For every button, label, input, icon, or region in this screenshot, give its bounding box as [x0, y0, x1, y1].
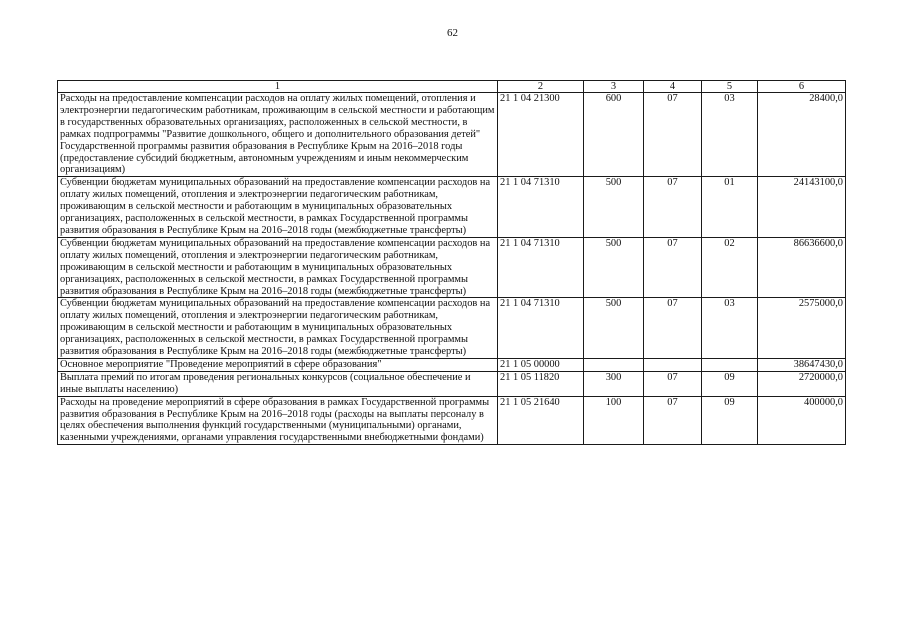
row-subsection: 03: [702, 298, 758, 359]
column-header: 6: [758, 81, 846, 93]
row-expense-type: 600: [584, 93, 644, 177]
budget-table: [57, 80, 846, 445]
table-row: [58, 237, 846, 298]
row-amount: 2720000,0: [758, 371, 846, 396]
page-number: 62: [447, 27, 458, 39]
row-expense-type: 500: [584, 237, 644, 298]
row-target-code: 21 1 04 71310: [498, 298, 584, 359]
row-target-code: 21 1 05 21640: [498, 396, 584, 445]
column-header: 4: [644, 81, 702, 93]
row-section: 07: [644, 371, 702, 396]
table-row: [58, 177, 846, 238]
row-target-code: 21 1 04 71310: [498, 237, 584, 298]
row-target-code: 21 1 05 00000: [498, 358, 584, 371]
row-description: Основное мероприятие "Проведение мероприятий в сфере образования": [58, 358, 498, 371]
row-section: 07: [644, 237, 702, 298]
row-section: 07: [644, 177, 702, 238]
row-expense-type: 300: [584, 371, 644, 396]
row-amount: 400000,0: [758, 396, 846, 445]
row-expense-type: 100: [584, 396, 644, 445]
header-row: [58, 81, 846, 93]
row-amount: 38647430,0: [758, 358, 846, 371]
row-subsection: 03: [702, 93, 758, 177]
table-row: [58, 298, 846, 359]
column-header: 1: [58, 81, 498, 93]
row-expense-type: [584, 358, 644, 371]
row-target-code: 21 1 04 71310: [498, 177, 584, 238]
row-subsection: 01: [702, 177, 758, 238]
table-row: [58, 93, 846, 177]
row-amount: 28400,0: [758, 93, 846, 177]
row-description: Расходы на проведение мероприятий в сфере образования в рамках Государственной программы развития образования в Республике Крым на 2016–2018 годы (расходы на выплаты персоналу в целях обеспечения выполнения функций государственными (муниципальными) органами, казенными учреждениями, органами управления государственными внебюджетными фондами): [58, 396, 498, 445]
row-section: [644, 358, 702, 371]
row-description: Субвенции бюджетам муниципальных образований на предоставление компенсации расходов на оплату жилых помещений, отопления и электроэнергии педагогическим работникам, проживающим в сельской местности и работающим в муниципальных образовательных организациях, расположенных в сельской местности, в рамках Государственной программы развития образования в Республике Крым на 2016–2018 годы (межбюджетные трансферты): [58, 177, 498, 238]
row-expense-type: 500: [584, 177, 644, 238]
row-subsection: 09: [702, 396, 758, 445]
row-amount: 2575000,0: [758, 298, 846, 359]
row-section: 07: [644, 93, 702, 177]
table-row: [58, 358, 846, 371]
row-amount: 86636600,0: [758, 237, 846, 298]
row-target-code: 21 1 04 21300: [498, 93, 584, 177]
row-description: Субвенции бюджетам муниципальных образований на предоставление компенсации расходов на оплату жилых помещений, отопления и электроэнергии педагогическим работникам, проживающим в сельской местности и работающим в муниципальных образовательных организациях, расположенных в сельской местности, в рамках Государственной программы развития образования в Республике Крым на 2016–2018 годы (межбюджетные трансферты): [58, 237, 498, 298]
row-description: Выплата премий по итогам проведения региональных конкурсов (социальное обеспечение и иные выплаты населению): [58, 371, 498, 396]
row-target-code: 21 1 05 11820: [498, 371, 584, 396]
column-header: 2: [498, 81, 584, 93]
row-expense-type: 500: [584, 298, 644, 359]
row-description: Расходы на предоставление компенсации расходов на оплату жилых помещений, отопления и электроэнергии педагогическим работникам, проживающим в сельской местности и работающим в государственных образовательных организациях, расположенных в сельской местности, в рамках подпрограммы "Развитие дошкольного, общего и дополнительного образования детей" Государственной программы развития образования в Республике Крым на 2016–2018 годы (предоставление субсидий бюджетным, автономным учреждениям и иным некоммерческим организациям): [58, 93, 498, 177]
row-subsection: [702, 358, 758, 371]
row-section: 07: [644, 396, 702, 445]
row-amount: 24143100,0: [758, 177, 846, 238]
table-row: [58, 371, 846, 396]
column-header: 3: [584, 81, 644, 93]
row-subsection: 02: [702, 237, 758, 298]
table-row: [58, 396, 846, 445]
row-subsection: 09: [702, 371, 758, 396]
row-description: Субвенции бюджетам муниципальных образований на предоставление компенсации расходов на оплату жилых помещений, отопления и электроэнергии педагогическим работникам, проживающим в сельской местности и работающим в муниципальных образовательных организациях, расположенных в сельской местности, в рамках Государственной программы развития образования в Республике Крым на 2016–2018 годы (межбюджетные трансферты): [58, 298, 498, 359]
row-section: 07: [644, 298, 702, 359]
column-header: 5: [702, 81, 758, 93]
